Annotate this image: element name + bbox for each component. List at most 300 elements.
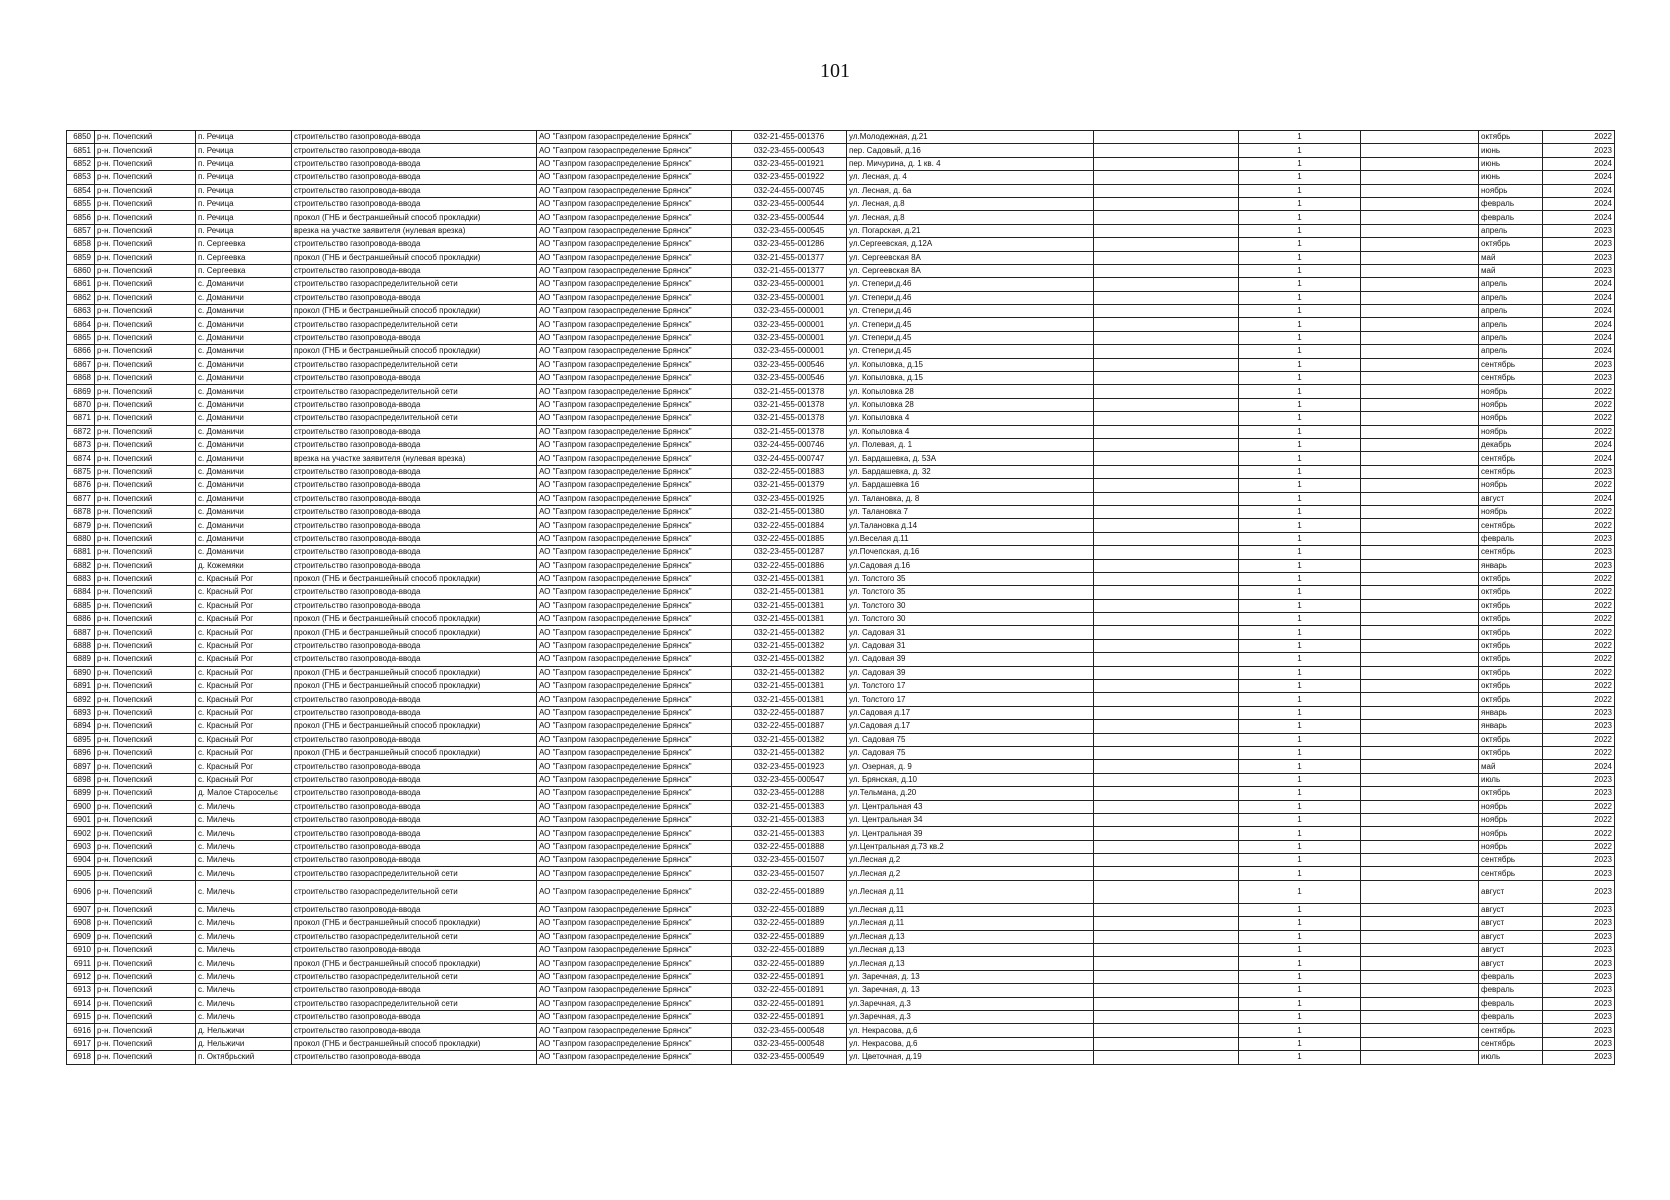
work-type-cell: прокол (ГНБ и бестраншейный способ прокладки) xyxy=(292,720,537,733)
empty-cell xyxy=(1094,666,1239,679)
address-cell: ул.Лесная д.2 xyxy=(847,867,1094,880)
work-type-cell: строительство газопровода-ввода xyxy=(292,800,537,813)
year-cell: 2023 xyxy=(1543,532,1615,545)
locality-cell: п. Речица xyxy=(196,211,292,224)
address-cell: ул. Садовая 31 xyxy=(847,639,1094,652)
address-cell: ул.Лесная д.13 xyxy=(847,957,1094,970)
empty-cell xyxy=(1361,144,1479,157)
empty-cell xyxy=(1361,505,1479,518)
locality-cell: с. Красный Рог xyxy=(196,639,292,652)
locality-cell: с. Милечь xyxy=(196,903,292,916)
empty-cell xyxy=(1094,746,1239,759)
work-type-cell: строительство газопровода-ввода xyxy=(292,131,537,144)
work-type-cell: строительство газопровода-ввода xyxy=(292,586,537,599)
empty-cell xyxy=(1361,693,1479,706)
table-row xyxy=(67,131,1615,144)
locality-cell: с. Доманичи xyxy=(196,425,292,438)
address-cell: ул.Лесная д.11 xyxy=(847,903,1094,916)
work-type-cell: строительство газопровода-ввода xyxy=(292,238,537,251)
row-number-cell: 6860 xyxy=(67,264,95,277)
work-type-cell: строительство газопровода-ввода xyxy=(292,465,537,478)
quantity-cell: 1 xyxy=(1239,398,1361,411)
year-cell: 2023 xyxy=(1543,970,1615,983)
month-cell: январь xyxy=(1479,559,1543,572)
locality-cell: п. Речица xyxy=(196,144,292,157)
year-cell: 2022 xyxy=(1543,813,1615,826)
row-number-cell: 6866 xyxy=(67,345,95,358)
table-row xyxy=(67,586,1615,599)
month-cell: июль xyxy=(1479,1051,1543,1064)
empty-cell xyxy=(1094,970,1239,983)
quantity-cell: 1 xyxy=(1239,880,1361,903)
month-cell: август xyxy=(1479,903,1543,916)
quantity-cell: 1 xyxy=(1239,425,1361,438)
organization-cell: АО "Газпром газораспределение Брянск" xyxy=(537,746,732,759)
quantity-cell: 1 xyxy=(1239,492,1361,505)
row-number-cell: 6879 xyxy=(67,519,95,532)
year-cell: 2023 xyxy=(1543,144,1615,157)
empty-cell xyxy=(1361,479,1479,492)
empty-cell xyxy=(1361,586,1479,599)
empty-cell xyxy=(1094,773,1239,786)
table-row xyxy=(67,224,1615,237)
locality-cell: д. Нельжичи xyxy=(196,1024,292,1037)
month-cell: август xyxy=(1479,917,1543,930)
registration-code-cell: 032-21-455-001379 xyxy=(732,479,847,492)
empty-cell xyxy=(1094,680,1239,693)
locality-cell: с. Милечь xyxy=(196,1011,292,1024)
address-cell: ул.Садовая д.17 xyxy=(847,706,1094,719)
address-cell: ул.Лесная д.13 xyxy=(847,930,1094,943)
address-cell: ул. Погарская, д.21 xyxy=(847,224,1094,237)
quantity-cell: 1 xyxy=(1239,733,1361,746)
registration-code-cell: 032-23-455-001507 xyxy=(732,867,847,880)
empty-cell xyxy=(1361,318,1479,331)
organization-cell: АО "Газпром газораспределение Брянск" xyxy=(537,171,732,184)
row-number-cell: 6872 xyxy=(67,425,95,438)
year-cell: 2022 xyxy=(1543,412,1615,425)
empty-cell xyxy=(1094,586,1239,599)
organization-cell: АО "Газпром газораспределение Брянск" xyxy=(537,251,732,264)
month-cell: апрель xyxy=(1479,318,1543,331)
table-row xyxy=(67,197,1615,210)
table-row xyxy=(67,171,1615,184)
locality-cell: с. Милечь xyxy=(196,880,292,903)
table-row xyxy=(67,917,1615,930)
empty-cell xyxy=(1094,479,1239,492)
address-cell: ул. Полевая, д. 1 xyxy=(847,438,1094,451)
organization-cell: АО "Газпром газораспределение Брянск" xyxy=(537,157,732,170)
address-cell: ул. Толстого 35 xyxy=(847,572,1094,585)
address-cell: ул. Садовая 75 xyxy=(847,733,1094,746)
locality-cell: с. Красный Рог xyxy=(196,653,292,666)
row-number-cell: 6863 xyxy=(67,305,95,318)
locality-cell: д. Нельжичи xyxy=(196,1037,292,1050)
year-cell: 2023 xyxy=(1543,559,1615,572)
empty-cell xyxy=(1094,854,1239,867)
empty-cell xyxy=(1361,131,1479,144)
quantity-cell: 1 xyxy=(1239,680,1361,693)
month-cell: октябрь xyxy=(1479,639,1543,652)
district-cell: р-н. Почепский xyxy=(95,813,196,826)
table-row xyxy=(67,465,1615,478)
row-number-cell: 6891 xyxy=(67,680,95,693)
registration-code-cell: 032-21-455-001378 xyxy=(732,398,847,411)
district-cell: р-н. Почепский xyxy=(95,787,196,800)
row-number-cell: 6883 xyxy=(67,572,95,585)
work-type-cell: прокол (ГНБ и бестраншейный способ прокладки) xyxy=(292,957,537,970)
empty-cell xyxy=(1094,372,1239,385)
work-type-cell: строительство газопровода-ввода xyxy=(292,984,537,997)
year-cell: 2023 xyxy=(1543,903,1615,916)
address-cell: ул.Заречная, д.3 xyxy=(847,997,1094,1010)
empty-cell xyxy=(1361,653,1479,666)
empty-cell xyxy=(1361,465,1479,478)
locality-cell: с. Доманичи xyxy=(196,546,292,559)
quantity-cell: 1 xyxy=(1239,452,1361,465)
address-cell: ул.Сергеевская, д.12А xyxy=(847,238,1094,251)
row-number-cell: 6859 xyxy=(67,251,95,264)
table-row xyxy=(67,599,1615,612)
district-cell: р-н. Почепский xyxy=(95,760,196,773)
year-cell: 2022 xyxy=(1543,680,1615,693)
district-cell: р-н. Почепский xyxy=(95,930,196,943)
month-cell: ноябрь xyxy=(1479,813,1543,826)
quantity-cell: 1 xyxy=(1239,331,1361,344)
district-cell: р-н. Почепский xyxy=(95,291,196,304)
year-cell: 2023 xyxy=(1543,984,1615,997)
empty-cell xyxy=(1094,238,1239,251)
table-row xyxy=(67,412,1615,425)
quantity-cell: 1 xyxy=(1239,827,1361,840)
row-number-cell: 6897 xyxy=(67,760,95,773)
work-type-cell: строительство газопровода-ввода xyxy=(292,1051,537,1064)
address-cell: ул. Талановка, д. 8 xyxy=(847,492,1094,505)
month-cell: май xyxy=(1479,264,1543,277)
table-row xyxy=(67,572,1615,585)
organization-cell: АО "Газпром газораспределение Брянск" xyxy=(537,760,732,773)
empty-cell xyxy=(1094,653,1239,666)
registration-code-cell: 032-23-455-000001 xyxy=(732,278,847,291)
district-cell: р-н. Почепский xyxy=(95,1037,196,1050)
district-cell: р-н. Почепский xyxy=(95,171,196,184)
year-cell: 2023 xyxy=(1543,706,1615,719)
locality-cell: с. Доманичи xyxy=(196,438,292,451)
row-number-cell: 6864 xyxy=(67,318,95,331)
table-row xyxy=(67,398,1615,411)
row-number-cell: 6885 xyxy=(67,599,95,612)
address-cell: ул.Лесная д.2 xyxy=(847,854,1094,867)
district-cell: р-н. Почепский xyxy=(95,917,196,930)
district-cell: р-н. Почепский xyxy=(95,131,196,144)
organization-cell: АО "Газпром газораспределение Брянск" xyxy=(537,773,732,786)
work-type-cell: прокол (ГНБ и бестраншейный способ прокладки) xyxy=(292,746,537,759)
table-row xyxy=(67,238,1615,251)
district-cell: р-н. Почепский xyxy=(95,546,196,559)
registration-code-cell: 032-21-455-001381 xyxy=(732,693,847,706)
work-type-cell: строительство газопровода-ввода xyxy=(292,559,537,572)
row-number-cell: 6899 xyxy=(67,787,95,800)
work-type-cell: прокол (ГНБ и бестраншейный способ прокладки) xyxy=(292,345,537,358)
quantity-cell: 1 xyxy=(1239,157,1361,170)
empty-cell xyxy=(1361,171,1479,184)
table-row xyxy=(67,666,1615,679)
address-cell: ул. Брянская, д.10 xyxy=(847,773,1094,786)
work-type-cell: строительство газопровода-ввода xyxy=(292,639,537,652)
registration-code-cell: 032-23-455-000001 xyxy=(732,291,847,304)
address-cell: ул. Толстого 17 xyxy=(847,680,1094,693)
empty-cell xyxy=(1361,854,1479,867)
year-cell: 2022 xyxy=(1543,626,1615,639)
address-cell: ул. Степери,д.46 xyxy=(847,291,1094,304)
month-cell: октябрь xyxy=(1479,626,1543,639)
row-number-cell: 6886 xyxy=(67,613,95,626)
table-row xyxy=(67,653,1615,666)
table-row xyxy=(67,505,1615,518)
work-type-cell: строительство газопровода-ввода xyxy=(292,519,537,532)
district-cell: р-н. Почепский xyxy=(95,438,196,451)
address-cell: ул. Садовая 75 xyxy=(847,746,1094,759)
district-cell: р-н. Почепский xyxy=(95,224,196,237)
quantity-cell: 1 xyxy=(1239,197,1361,210)
table-row xyxy=(67,706,1615,719)
district-cell: р-н. Почепский xyxy=(95,666,196,679)
quantity-cell: 1 xyxy=(1239,957,1361,970)
work-type-cell: строительство газопровода-ввода xyxy=(292,438,537,451)
locality-cell: с. Доманичи xyxy=(196,278,292,291)
quantity-cell: 1 xyxy=(1239,706,1361,719)
district-cell: р-н. Почепский xyxy=(95,903,196,916)
locality-cell: с. Доманичи xyxy=(196,291,292,304)
locality-cell: п. Сергеевка xyxy=(196,238,292,251)
district-cell: р-н. Почепский xyxy=(95,532,196,545)
year-cell: 2024 xyxy=(1543,305,1615,318)
work-type-cell: прокол (ГНБ и бестраншейный способ прокладки) xyxy=(292,680,537,693)
quantity-cell: 1 xyxy=(1239,278,1361,291)
year-cell: 2023 xyxy=(1543,224,1615,237)
month-cell: ноябрь xyxy=(1479,827,1543,840)
address-cell: ул.Тельмана, д.20 xyxy=(847,787,1094,800)
year-cell: 2024 xyxy=(1543,211,1615,224)
work-type-cell: прокол (ГНБ и бестраншейный способ прокладки) xyxy=(292,251,537,264)
registration-code-cell: 032-23-455-000001 xyxy=(732,318,847,331)
quantity-cell: 1 xyxy=(1239,599,1361,612)
row-number-cell: 6890 xyxy=(67,666,95,679)
table-row xyxy=(67,693,1615,706)
work-type-cell: строительство газопровода-ввода xyxy=(292,787,537,800)
locality-cell: с. Милечь xyxy=(196,917,292,930)
table-row xyxy=(67,519,1615,532)
quantity-cell: 1 xyxy=(1239,930,1361,943)
quantity-cell: 1 xyxy=(1239,264,1361,277)
table-row xyxy=(67,278,1615,291)
registration-code-cell: 032-22-455-001891 xyxy=(732,997,847,1010)
empty-cell xyxy=(1361,680,1479,693)
row-number-cell: 6887 xyxy=(67,626,95,639)
work-type-cell: строительство газопровода-ввода xyxy=(292,903,537,916)
district-cell: р-н. Почепский xyxy=(95,559,196,572)
quantity-cell: 1 xyxy=(1239,358,1361,371)
table-row xyxy=(67,957,1615,970)
month-cell: сентябрь xyxy=(1479,854,1543,867)
work-type-cell: строительство газопровода-ввода xyxy=(292,653,537,666)
district-cell: р-н. Почепский xyxy=(95,505,196,518)
address-cell: ул. Толстого 35 xyxy=(847,586,1094,599)
row-number-cell: 6905 xyxy=(67,867,95,880)
empty-cell xyxy=(1094,626,1239,639)
empty-cell xyxy=(1361,787,1479,800)
row-number-cell: 6916 xyxy=(67,1024,95,1037)
organization-cell: АО "Газпром газораспределение Брянск" xyxy=(537,505,732,518)
month-cell: февраль xyxy=(1479,197,1543,210)
quantity-cell: 1 xyxy=(1239,917,1361,930)
registration-code-cell: 032-24-455-000745 xyxy=(732,184,847,197)
empty-cell xyxy=(1094,157,1239,170)
empty-cell xyxy=(1361,1037,1479,1050)
year-cell: 2024 xyxy=(1543,345,1615,358)
address-cell: ул. Копыловка 4 xyxy=(847,425,1094,438)
year-cell: 2022 xyxy=(1543,586,1615,599)
empty-cell xyxy=(1094,131,1239,144)
locality-cell: с. Доманичи xyxy=(196,505,292,518)
district-cell: р-н. Почепский xyxy=(95,586,196,599)
empty-cell xyxy=(1094,800,1239,813)
organization-cell: АО "Газпром газораспределение Брянск" xyxy=(537,613,732,626)
district-cell: р-н. Почепский xyxy=(95,880,196,903)
address-cell: пер. Садовый, д.16 xyxy=(847,144,1094,157)
organization-cell: АО "Газпром газораспределение Брянск" xyxy=(537,398,732,411)
work-type-cell: строительство газопровода-ввода xyxy=(292,291,537,304)
district-cell: р-н. Почепский xyxy=(95,385,196,398)
row-number-cell: 6903 xyxy=(67,840,95,853)
work-type-cell: строительство газопровода-ввода xyxy=(292,1024,537,1037)
empty-cell xyxy=(1094,546,1239,559)
page-number: 101 xyxy=(820,60,850,82)
locality-cell: с. Милечь xyxy=(196,813,292,826)
quantity-cell: 1 xyxy=(1239,144,1361,157)
empty-cell xyxy=(1361,251,1479,264)
month-cell: июнь xyxy=(1479,144,1543,157)
locality-cell: с. Милечь xyxy=(196,970,292,983)
work-type-cell: врезка на участке заявителя (нулевая врезка) xyxy=(292,452,537,465)
table-row xyxy=(67,1037,1615,1050)
table-row xyxy=(67,345,1615,358)
row-number-cell: 6877 xyxy=(67,492,95,505)
organization-cell: АО "Газпром газораспределение Брянск" xyxy=(537,586,732,599)
month-cell: октябрь xyxy=(1479,599,1543,612)
empty-cell xyxy=(1361,492,1479,505)
work-type-cell: строительство газопровода-ввода xyxy=(292,144,537,157)
address-cell: ул. Озерная, д. 9 xyxy=(847,760,1094,773)
locality-cell: с. Красный Рог xyxy=(196,666,292,679)
address-cell: ул.Лесная д.11 xyxy=(847,917,1094,930)
registration-code-cell: 032-22-455-001884 xyxy=(732,519,847,532)
registration-code-cell: 032-23-455-001922 xyxy=(732,171,847,184)
row-number-cell: 6852 xyxy=(67,157,95,170)
year-cell: 2022 xyxy=(1543,479,1615,492)
row-number-cell: 6874 xyxy=(67,452,95,465)
quantity-cell: 1 xyxy=(1239,572,1361,585)
address-cell: ул. Степери,д.45 xyxy=(847,345,1094,358)
district-cell: р-н. Почепский xyxy=(95,653,196,666)
row-number-cell: 6894 xyxy=(67,720,95,733)
organization-cell: АО "Газпром газораспределение Брянск" xyxy=(537,238,732,251)
organization-cell: АО "Газпром газораспределение Брянск" xyxy=(537,733,732,746)
district-cell: р-н. Почепский xyxy=(95,238,196,251)
address-cell: ул. Лесная, д.8 xyxy=(847,197,1094,210)
year-cell: 2024 xyxy=(1543,278,1615,291)
registration-code-cell: 032-21-455-001378 xyxy=(732,425,847,438)
year-cell: 2024 xyxy=(1543,438,1615,451)
month-cell: август xyxy=(1479,944,1543,957)
empty-cell xyxy=(1361,358,1479,371)
registry-body xyxy=(67,131,1615,1065)
year-cell: 2022 xyxy=(1543,827,1615,840)
registration-code-cell: 032-22-455-001886 xyxy=(732,559,847,572)
empty-cell xyxy=(1094,903,1239,916)
year-cell: 2022 xyxy=(1543,505,1615,518)
work-type-cell: строительство газопровода-ввода xyxy=(292,264,537,277)
empty-cell xyxy=(1094,720,1239,733)
organization-cell: АО "Газпром газораспределение Брянск" xyxy=(537,412,732,425)
address-cell: ул. Бардашевка 16 xyxy=(847,479,1094,492)
table-row xyxy=(67,1024,1615,1037)
empty-cell xyxy=(1361,970,1479,983)
year-cell: 2023 xyxy=(1543,944,1615,957)
work-type-cell: строительство газопровода-ввода xyxy=(292,372,537,385)
locality-cell: с. Красный Рог xyxy=(196,572,292,585)
organization-cell: АО "Газпром газораспределение Брянск" xyxy=(537,984,732,997)
registration-code-cell: 032-22-455-001891 xyxy=(732,1011,847,1024)
row-number-cell: 6888 xyxy=(67,639,95,652)
year-cell: 2023 xyxy=(1543,787,1615,800)
organization-cell: АО "Газпром газораспределение Брянск" xyxy=(537,465,732,478)
year-cell: 2023 xyxy=(1543,465,1615,478)
empty-cell xyxy=(1094,519,1239,532)
registration-code-cell: 032-21-455-001381 xyxy=(732,613,847,626)
quantity-cell: 1 xyxy=(1239,903,1361,916)
quantity-cell: 1 xyxy=(1239,505,1361,518)
registration-code-cell: 032-23-455-000001 xyxy=(732,305,847,318)
row-number-cell: 6856 xyxy=(67,211,95,224)
registration-code-cell: 032-22-455-001889 xyxy=(732,930,847,943)
quantity-cell: 1 xyxy=(1239,813,1361,826)
registration-code-cell: 032-23-455-000546 xyxy=(732,358,847,371)
organization-cell: АО "Газпром газораспределение Брянск" xyxy=(537,653,732,666)
year-cell: 2022 xyxy=(1543,398,1615,411)
empty-cell xyxy=(1361,813,1479,826)
quantity-cell: 1 xyxy=(1239,305,1361,318)
locality-cell: с. Красный Рог xyxy=(196,720,292,733)
address-cell: ул. Толстого 17 xyxy=(847,693,1094,706)
registration-code-cell: 032-21-455-001382 xyxy=(732,626,847,639)
registration-code-cell: 032-22-455-001887 xyxy=(732,720,847,733)
organization-cell: АО "Газпром газораспределение Брянск" xyxy=(537,917,732,930)
registration-code-cell: 032-23-455-000548 xyxy=(732,1024,847,1037)
district-cell: р-н. Почепский xyxy=(95,264,196,277)
table-row xyxy=(67,318,1615,331)
work-type-cell: строительство газораспределительной сети xyxy=(292,880,537,903)
row-number-cell: 6876 xyxy=(67,479,95,492)
empty-cell xyxy=(1361,984,1479,997)
month-cell: ноябрь xyxy=(1479,385,1543,398)
empty-cell xyxy=(1094,840,1239,853)
row-number-cell: 6884 xyxy=(67,586,95,599)
row-number-cell: 6862 xyxy=(67,291,95,304)
organization-cell: АО "Газпром газораспределение Брянск" xyxy=(537,532,732,545)
address-cell: ул.Молодежная, д.21 xyxy=(847,131,1094,144)
empty-cell xyxy=(1094,944,1239,957)
